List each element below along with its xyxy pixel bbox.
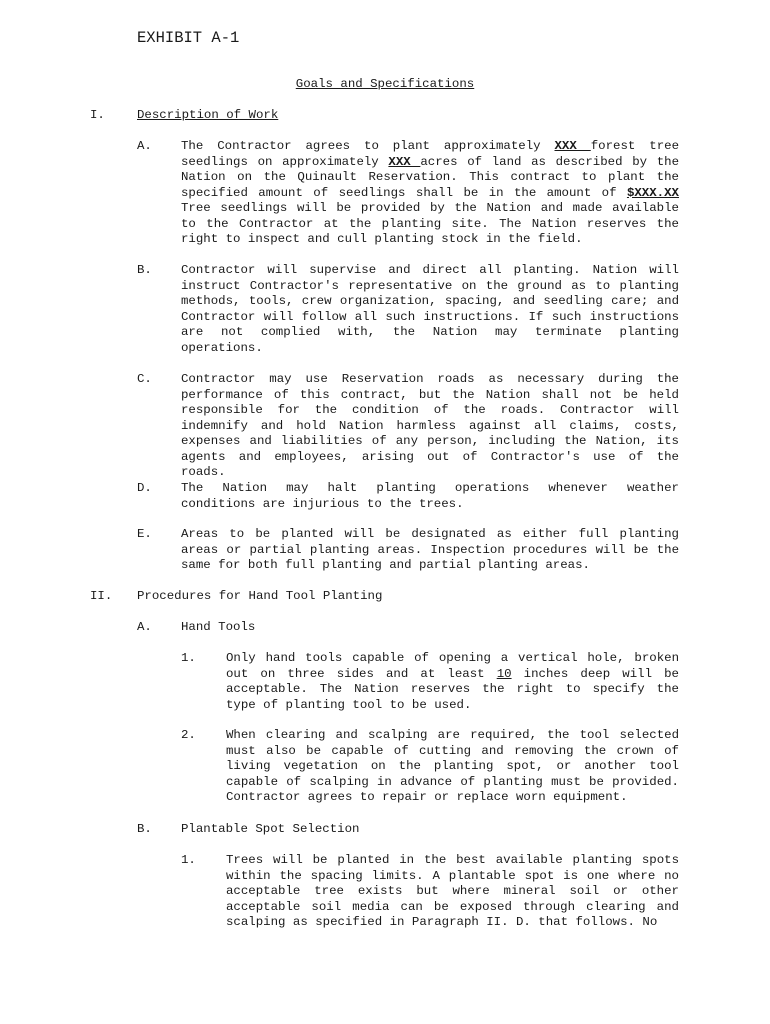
section-2-number: II. xyxy=(90,589,113,603)
section-1-a-text: forest tree seedlings on approximately xyxy=(181,139,680,169)
section-1-number: I. xyxy=(90,108,105,122)
section-1-c-paragraph: Contractor may use Reservation roads as necessary during the performance of this contract, but the Nation shall not be held responsible for the condition of the roads. Contractor will indemnify and hold Nation harmless against all claims, costs, expenses and liabilities of any person, including the Nation, its agents and employees, arising out of Contractor's use of the roads. xyxy=(181,372,679,479)
section-2-b-1-paragraph: Trees will be planted in the best available planting spots within the spacing limits. A plantable spot is one where no acceptable tree exists but where mineral soil or other acceptable soil media can be exposed through clearing and scalping as specified in Paragraph II. D. that follows. No xyxy=(226,853,679,929)
section-2-b-label: B. xyxy=(137,822,152,836)
seedling-count-placeholder: XXX xyxy=(554,139,591,153)
document-title: Goals and Specifications xyxy=(295,77,475,91)
section-2-a-1-text: Only hand tools capable of opening a vertical hole, broken out on three sides and at least xyxy=(226,651,679,681)
section-2-a-1-paragraph xyxy=(226,651,679,713)
acreage-placeholder: XXX xyxy=(388,154,421,169)
section-1-a-label: A. xyxy=(137,139,152,153)
section-1-a-text: Tree seedlings will be provided by the Nation and made available to the Contractor at the planting site. The Nation reserves the right to inspect and cull planting stock in the field. xyxy=(181,201,679,246)
section-1-a-text: The Contractor agrees to plant approximately xyxy=(181,139,555,153)
section-1-heading: Description of Work xyxy=(137,108,279,122)
hole-depth-value: 10 xyxy=(496,666,512,681)
section-2-heading: Procedures for Hand Tool Planting xyxy=(137,589,383,603)
section-2-a-1-label: 1. xyxy=(181,651,196,665)
section-1-c-label: C. xyxy=(137,372,152,386)
section-2-b-1-label: 1. xyxy=(181,853,196,867)
section-2-a-1-text: inches deep will be acceptable. The Nation reserves the right to specify the type of planting tool to be used. xyxy=(226,666,679,712)
section-2-a-heading: Hand Tools xyxy=(181,620,256,634)
section-1-d-paragraph: The Nation may halt planting operations whenever weather conditions are injurious to the trees. xyxy=(181,481,679,511)
section-2-b-heading: Plantable Spot Selection xyxy=(181,822,360,836)
section-2-a-label: A. xyxy=(137,620,152,634)
section-2-a-2-label: 2. xyxy=(181,728,196,742)
exhibit-label: EXHIBIT A-1 xyxy=(137,29,240,47)
contract-amount-placeholder: $XXX.XX xyxy=(626,185,679,200)
section-1-d-label: D. xyxy=(137,481,152,495)
section-1-a-paragraph xyxy=(181,139,679,248)
section-1-e-label: E. xyxy=(137,527,152,541)
section-2-a-2-paragraph: When clearing and scalping are required, the tool selected must also be capable of cutting and removing the crown of living vegetation on the planting spot, or another tool capable of scalping in advance of planting must be provided. Contractor agrees to repair or replace worn equipment. xyxy=(226,728,679,804)
section-1-b-label: B. xyxy=(137,263,152,277)
section-1-a-text: acres of land as described by the Nation on the Quinault Reservation. This contract to plant the specified amount of seedlings shall be in the amount of xyxy=(181,154,680,200)
section-1-b-paragraph: Contractor will supervise and direct all planting. Nation will instruct Contractor's representative on the ground as to planting methods, tools, crew organization, spacing, and seedling care; and Contractor will follow all such instructions. If such instructions are not complied with, the Nation may terminate planting operations. xyxy=(181,263,679,355)
section-1-e-paragraph: Areas to be planted will be designated as either full planting areas or partial planting areas. Inspection procedures will be the same for both full planting and partial planting areas. xyxy=(181,527,679,572)
